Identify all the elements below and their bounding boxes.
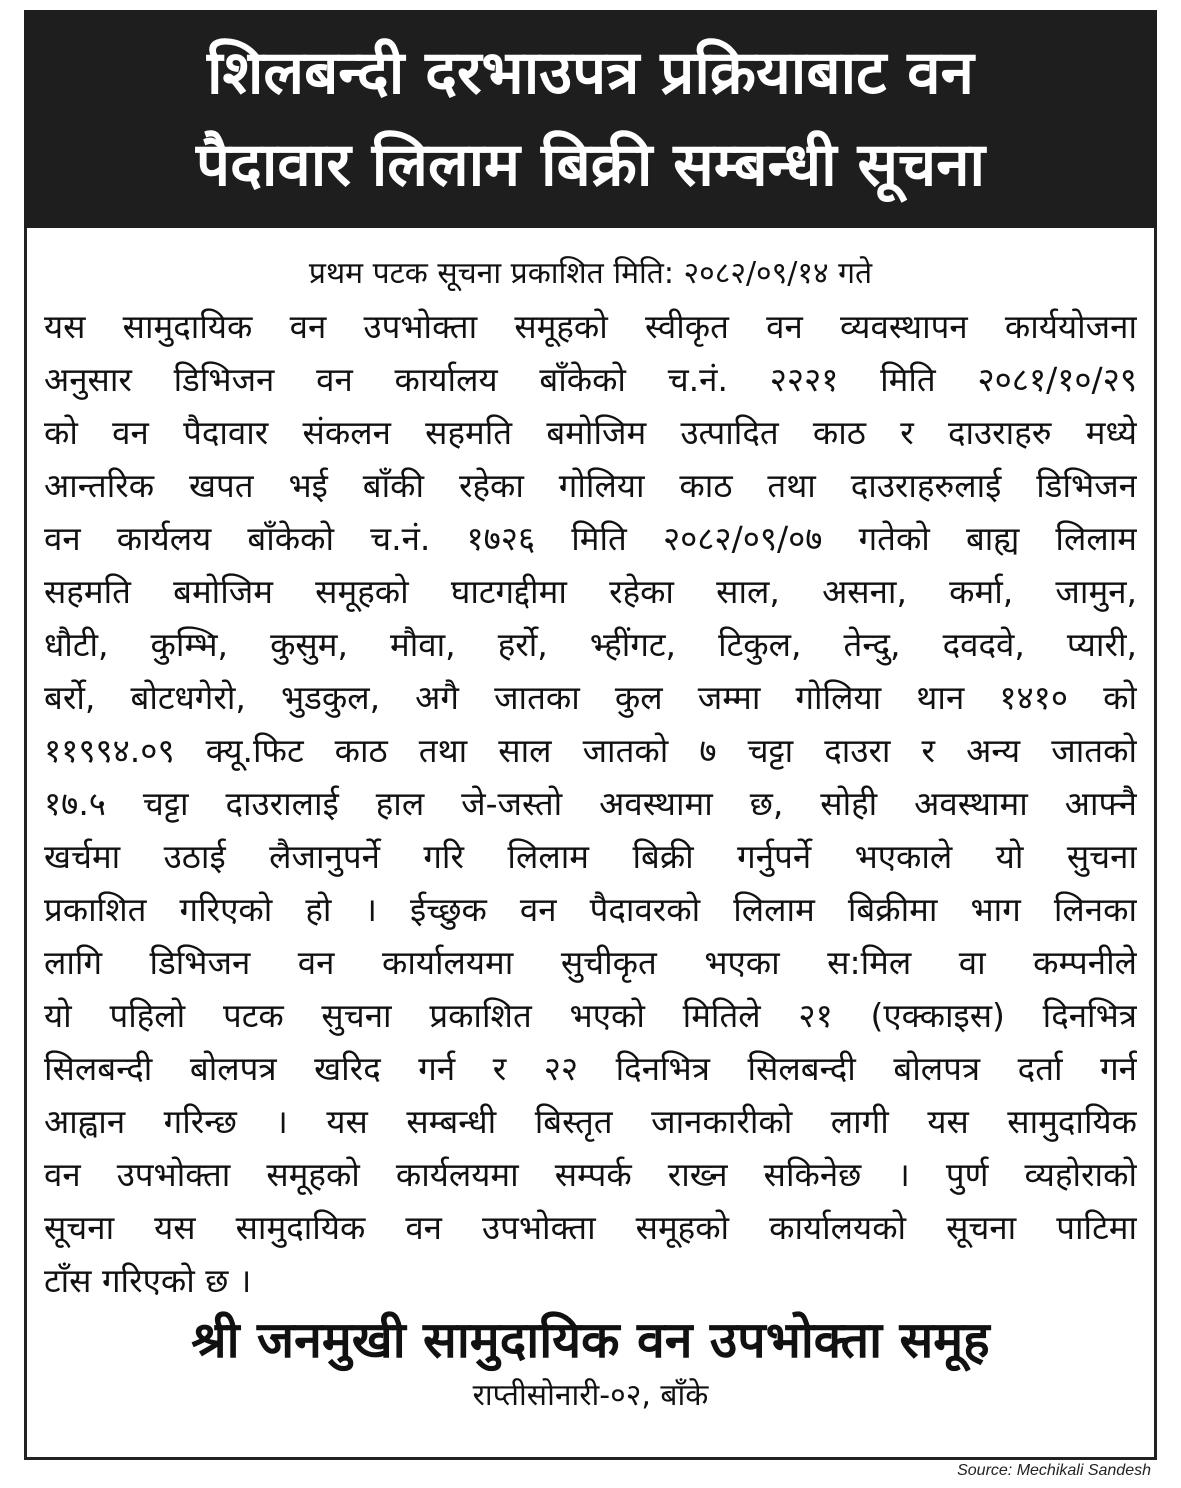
title-line-1: शिलबन्दी दरभाउपत्र प्रक्रियाबाट वन: [207, 38, 974, 108]
title-line-2: पैदावार लिलाम बिक्री सम्बन्धी सूचना: [195, 130, 986, 200]
body-line: सूचना यस सामुदायिक वन उपभोक्ता समूहको कार्यालयको सूचना पाटिमा: [44, 1208, 1137, 1247]
body-line: धौटी, कुम्भि, कुसुम, मौवा, हर्रो, भ्हींगट, टिकुल, तेन्दु, दवदवे, प्यारी,: [44, 625, 1137, 664]
organization-name: श्री जनमुखी सामुदायिक वन उपभोक्ता समूह: [191, 1311, 990, 1369]
body-line: सिलबन्दी बोलपत्र खरिद गर्न र २२ दिनभित्र सिलबन्दी बोलपत्र दर्ता गर्न: [44, 1049, 1137, 1088]
body-line: प्रकाशित गरिएको हो । ईच्छुक वन पैदावरको लिलाम बिक्रीमा भाग लिनका: [44, 890, 1137, 929]
source-credit: Source: Mechikali Sandesh: [957, 1462, 1151, 1479]
body-line: यस सामुदायिक वन उपभोक्ता समूहको स्वीकृत वन व्यवस्थापन कार्ययोजना: [44, 307, 1137, 346]
body-line: वन कार्यलय बाँकेको च.नं. १७२६ मिति २०८२/०९/०७ गतेको बाह्य लिलाम: [44, 519, 1137, 558]
organization-address: राप्तीसोनारी-०२, बाँके: [472, 1378, 709, 1413]
body-line: आन्तरिक खपत भई बाँकी रहेका गोलिया काठ तथा दाउराहरुलाई डिभिजन: [44, 466, 1137, 505]
body-line: ११९९४.०९ क्यू.फिट काठ तथा साल जातको ७ चट्टा दाउरा र अन्य जातको: [44, 731, 1137, 770]
notice-header: [24, 10, 1157, 228]
body-line: वन उपभोक्ता समूहको कार्यलयमा सम्पर्क राख्न सकिनेछ । पुर्ण व्यहोराको: [44, 1155, 1137, 1194]
body-line: सहमति बमोजिम समूहको घाटगद्दीमा रहेका साल, असना, कर्मा, जामुन,: [44, 572, 1137, 611]
body-line: १७.५ चट्टा दाउरालाई हाल जे-जस्तो अवस्थामा छ, सोही अवस्थामा आफ्नै: [44, 784, 1137, 823]
body-line: अनुसार डिभिजन वन कार्यालय बाँकेको च.नं. २२२१ मिति २०८१/१०/२९: [44, 360, 1137, 399]
body-line: खर्चमा उठाई लैजानुपर्ने गरि लिलाम बिक्री गर्नुपर्ने भएकाले यो सुचना: [44, 837, 1137, 876]
body-line: टाँस गरिएको छ ।: [44, 1261, 252, 1300]
body-line: लागि डिभिजन वन कार्यालयमा सुचीकृत भएका स:मिल वा कम्पनीले: [44, 943, 1137, 982]
body-line: को वन पैदावार संकलन सहमति बमोजिम उत्पादित काठ र दाउराहरु मध्ये: [44, 413, 1137, 452]
body-line: यो पहिलो पटक सुचना प्रकाशित भएको मितिले २१ (एक्काइस) दिनभित्र: [44, 996, 1137, 1035]
body-line: आह्वान गरिन्छ । यस सम्बन्धी बिस्तृत जानकारीको लागी यस सामुदायिक: [44, 1102, 1137, 1141]
notice-body: [44, 300, 1137, 1307]
body-line: बर्रो, बोटधगेरो, भुडकुल, अगै जातका कुल जम्मा गोलिया थान १४१० को: [44, 678, 1137, 717]
publish-date: प्रथम पटक सूचना प्रकाशित मिति: २०८२/०९/१४ गते: [308, 256, 873, 291]
